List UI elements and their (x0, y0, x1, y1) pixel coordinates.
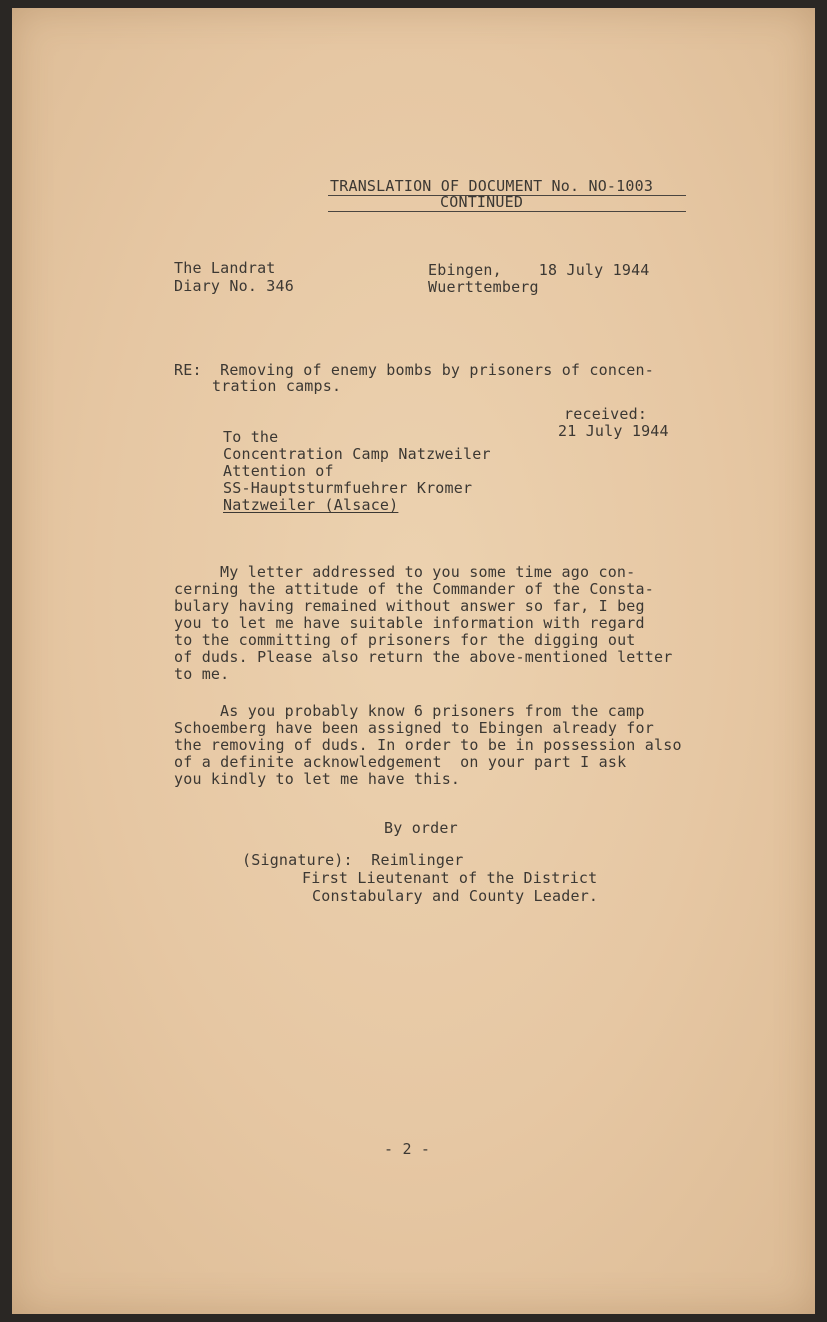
by-order: By order (384, 819, 458, 837)
document-subtitle: CONTINUED (440, 193, 524, 211)
addressee-line-2: Concentration Camp Natzweiler (223, 445, 491, 463)
paragraph-2-line-2: Schoemberg have been assigned to Ebingen already for (174, 719, 654, 737)
signatory-title-2: Constabulary and County Leader. (312, 887, 599, 905)
paragraph-1-line-4: you to let me have suitable information with regard (174, 614, 645, 632)
subtitle-rule (328, 211, 686, 212)
paragraph-1-line-2: cerning the attitude of the Commander of the Consta- (174, 580, 654, 598)
signatory-title-1: First Lieutenant of the District (302, 869, 598, 887)
paragraph-1-line-5: to the committing of prisoners for the digging out (174, 631, 636, 649)
received-label: received: (564, 405, 648, 423)
paragraph-2-line-5: you kindly to let me have this. (174, 770, 461, 788)
paragraph-1-line-7: to me. (174, 665, 230, 683)
addressee-line-3: Attention of (223, 462, 334, 480)
addressee-line-4: SS-Hauptsturmfuehrer Kromer (223, 479, 473, 497)
document-page (12, 8, 815, 1314)
page-number: - 2 - (384, 1140, 431, 1158)
received-date: 21 July 1944 (558, 422, 669, 440)
place-date: Ebingen, 18 July 1944 (428, 261, 650, 279)
paragraph-2-line-1: As you probably know 6 prisoners from the camp (220, 702, 645, 720)
document-title: TRANSLATION OF DOCUMENT No. NO-1003 (330, 177, 654, 195)
paragraph-1-line-6: of duds. Please also return the above-mentioned letter (174, 648, 673, 666)
subject-line-2: tration camps. (212, 377, 342, 395)
paragraph-1-line-1: My letter addressed to you some time ago con- (220, 563, 636, 581)
subject-line-1: RE: Removing of enemy bombs by prisoners of concen- (174, 361, 654, 379)
sender-line-1: The Landrat (174, 259, 276, 277)
signature-line: (Signature): Reimlinger (242, 851, 464, 869)
sender-line-2: Diary No. 346 (174, 277, 294, 295)
paragraph-2-line-3: the removing of duds. In order to be in possession also (174, 736, 682, 754)
place-region: Wuerttemberg (428, 278, 539, 296)
paragraph-1-line-3: bulary having remained without answer so far, I beg (174, 597, 645, 615)
addressee-line-5: Natzweiler (Alsace) (223, 496, 399, 514)
addressee-line-1: To the (223, 428, 279, 446)
paragraph-2-line-4: of a definite acknowledgement on your part I ask (174, 753, 627, 771)
